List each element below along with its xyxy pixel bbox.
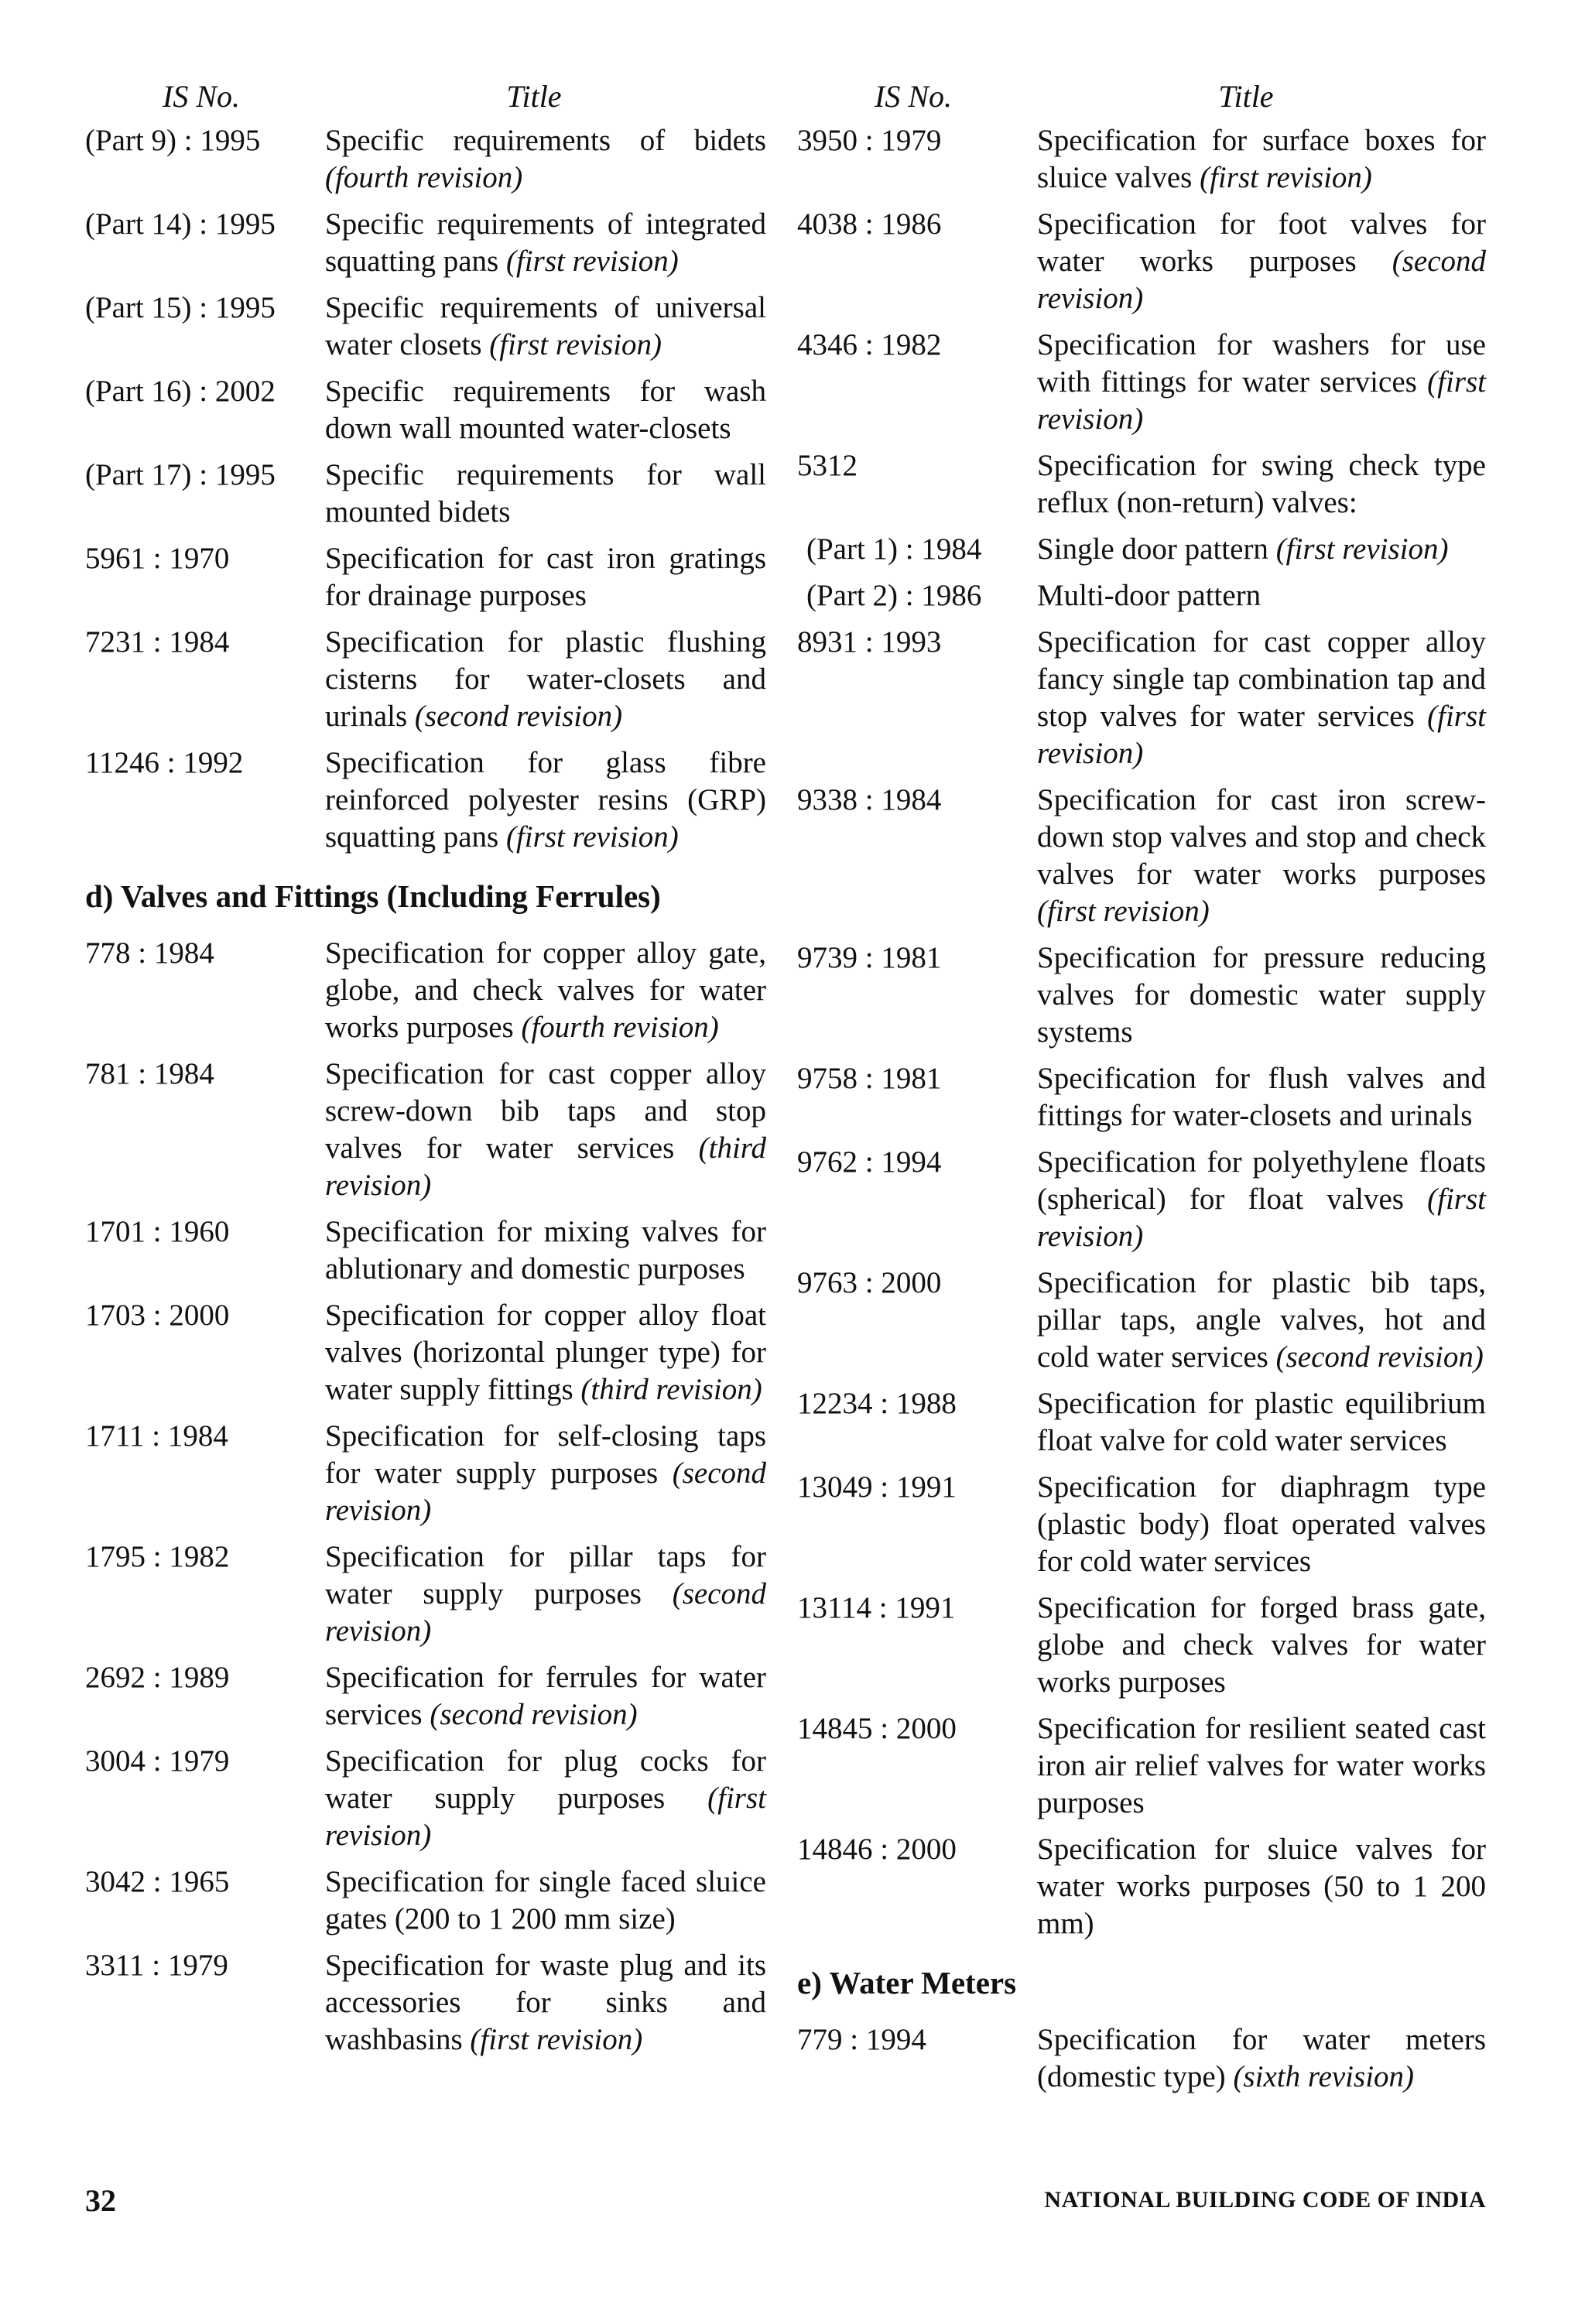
- standard-entry: [85, 1947, 766, 2059]
- standard-entry: [85, 1418, 766, 1529]
- standard-title-text: Specification for plastic flushing cisterns for water-closets and urinals: [325, 625, 766, 733]
- standard-entry: [797, 624, 1486, 772]
- revision-note: (second revision): [1275, 1340, 1484, 1374]
- standard-number: 3042 : 1965: [85, 1865, 230, 1898]
- standard-number: 1711 : 1984: [85, 1419, 228, 1453]
- standard-number: 7231 : 1984: [85, 625, 230, 659]
- revision-note: (sixth revision): [1233, 2060, 1415, 2093]
- standard-title: [325, 1297, 766, 1408]
- standard-title: [1037, 1469, 1486, 1580]
- standard-entry: [85, 1743, 766, 1854]
- standard-title: [1037, 122, 1486, 197]
- standard-title-text: Specification for forged brass gate, globe and check valves for water works purposes: [1037, 1591, 1486, 1699]
- is-no-heading: IS No.: [163, 79, 240, 114]
- revision-note: (first revision): [325, 1782, 766, 1852]
- section-heading-water-meters: e) Water Meters: [797, 1965, 1017, 2001]
- standard-title: [1037, 1265, 1486, 1376]
- standard-title-text: Specification for pressure reducing valves for domestic water supply systems: [1037, 941, 1486, 1049]
- standard-number: (Part 16) : 2002: [85, 375, 276, 408]
- standards-list: [797, 2021, 1486, 2096]
- standard-title: [325, 1743, 766, 1854]
- standard-title: [1037, 1590, 1486, 1701]
- standard-title: [1037, 940, 1486, 1051]
- standard-title: [1037, 1710, 1486, 1822]
- revision-note: (fourth revision): [325, 161, 523, 194]
- standard-number: 5961 : 1970: [85, 542, 230, 575]
- standard-title-text: Specification for foot valves for water works purposes: [1037, 207, 1486, 278]
- page-number: 32: [85, 2183, 116, 2218]
- is-no-heading: IS No.: [875, 79, 952, 114]
- revision-note: (first revision): [505, 245, 679, 278]
- standard-title-text: Specification for washers for use with fittings for water services: [1037, 328, 1486, 399]
- standard-title-text: Specific requirements of bidets: [325, 124, 766, 157]
- standard-title: [325, 540, 766, 614]
- standard-number: 9762 : 1994: [797, 1145, 942, 1179]
- standard-title-text: Specification for water meters (domestic type): [1037, 2023, 1486, 2093]
- standard-entry: [797, 1265, 1486, 1376]
- standard-title: [325, 935, 766, 1046]
- standard-title: [325, 1538, 766, 1650]
- standard-entry: [85, 1213, 766, 1288]
- standard-number: 11246 : 1992: [85, 746, 244, 779]
- standard-title: [325, 206, 766, 280]
- standard-title-text: Specification for polyethylene floats (spherical) for float valves: [1037, 1145, 1486, 1216]
- standard-title-text: Specification for single faced sluice gates (200 to 1 200 mm size): [325, 1865, 766, 1936]
- standard-title-text: Specification for cast copper alloy fancy single tap combination tap and stop valves for water services: [1037, 625, 1486, 733]
- standard-entry: [797, 1590, 1486, 1701]
- standard-number: 5312: [797, 449, 858, 482]
- standard-title-text: Specification for sluice valves for water works purposes (50 to 1 200 mm): [1037, 1833, 1486, 1940]
- standard-number: (Part 9) : 1995: [85, 124, 261, 157]
- standard-number: 3950 : 1979: [797, 124, 942, 157]
- standard-title-text: Specification for pillar taps for water supply purposes: [325, 1540, 766, 1610]
- standard-title-text: Specific requirements for wall mounted bidets: [325, 458, 766, 529]
- standard-title: [325, 1056, 766, 1204]
- standard-number: 4346 : 1982: [797, 328, 942, 361]
- standard-number: 8931 : 1993: [797, 625, 942, 659]
- standard-entry: [85, 1538, 766, 1650]
- standard-title: [325, 457, 766, 531]
- standards-list: [85, 935, 766, 2059]
- standard-title: [1037, 2021, 1486, 2096]
- standard-title: [325, 744, 766, 856]
- standard-title-text: Specification for diaphragm type (plastic body) float operated valves for cold water services: [1037, 1470, 1486, 1578]
- page-footer: [85, 2182, 1486, 2221]
- standard-number: (Part 1) : 1984: [806, 532, 982, 566]
- standard-number: 1795 : 1982: [85, 1540, 230, 1573]
- revision-note: (first revision): [1037, 365, 1487, 436]
- standards-list: [85, 122, 766, 856]
- standard-title: [1037, 447, 1486, 522]
- standard-title: [325, 1418, 766, 1529]
- standard-number: 4038 : 1986: [797, 207, 942, 241]
- revision-note: (first revision): [1200, 161, 1372, 194]
- standard-title: [1037, 577, 1486, 614]
- revision-note: (first revision): [1275, 532, 1449, 566]
- standard-title: [1037, 1144, 1486, 1255]
- standard-title-text: Specification for plastic bib taps, pillar taps, angle valves, hot and cold water services: [1037, 1266, 1486, 1374]
- standard-number: (Part 17) : 1995: [85, 458, 276, 491]
- standard-title-text: Specific requirements of integrated squatting pans: [325, 207, 766, 278]
- standard-title: [325, 373, 766, 447]
- title-heading: Title: [506, 79, 562, 114]
- standard-entry: [85, 1864, 766, 1938]
- standard-title: [1037, 1060, 1486, 1135]
- standard-entry: [85, 1659, 766, 1734]
- standard-entry: [85, 624, 766, 735]
- standard-entry: [797, 327, 1486, 438]
- standards-list: [797, 122, 1486, 1942]
- standard-number: 12234 : 1988: [797, 1387, 957, 1420]
- standard-title: [1037, 206, 1486, 317]
- standard-entry: [797, 1060, 1486, 1135]
- standard-title: [325, 1659, 766, 1734]
- standard-title: [325, 1864, 766, 1938]
- standard-entry: [85, 1297, 766, 1408]
- standard-title: [325, 1947, 766, 2059]
- standard-entry: [85, 744, 766, 856]
- standard-number: (Part 2) : 1986: [806, 579, 982, 612]
- standard-entry: [797, 940, 1486, 1051]
- revision-note: (fourth revision): [521, 1011, 719, 1044]
- standard-title-text: Specification for cast iron gratings for drainage purposes: [325, 542, 766, 612]
- standard-entry: [797, 122, 1486, 197]
- revision-note: (third revision): [580, 1373, 762, 1406]
- standard-title-text: Single door pattern: [1037, 532, 1268, 566]
- standard-number: 1703 : 2000: [85, 1299, 230, 1332]
- standard-title: [1037, 1385, 1486, 1460]
- revision-note: (first revision): [1037, 895, 1210, 928]
- standard-title-text: Specification for mixing valves for ablutionary and domestic purposes: [325, 1215, 766, 1285]
- standard-entry: [85, 935, 766, 1046]
- standard-title: [325, 122, 766, 197]
- column-header: [797, 77, 1486, 116]
- standard-title-text: Specification for ferrules for water services: [325, 1661, 766, 1731]
- standard-title: [325, 1213, 766, 1288]
- standard-number: (Part 14) : 1995: [85, 207, 276, 241]
- standard-title-text: Specification for cast copper alloy screw-down bib taps and stop valves for water services: [325, 1057, 766, 1165]
- standard-title: [325, 289, 766, 364]
- standard-title-text: Specification for self-closing taps for water supply purposes: [325, 1419, 766, 1490]
- standard-title-text: Specific requirements for wash down wall mounted water-closets: [325, 375, 766, 445]
- standard-title-text: Specification for copper alloy float valves (horizontal plunger type) for water supply fittings: [325, 1299, 766, 1406]
- revision-note: (first revision): [505, 820, 679, 854]
- revision-note: (second revision): [1037, 245, 1487, 315]
- standard-entry: [797, 2021, 1486, 2096]
- standard-number: 14846 : 2000: [797, 1833, 957, 1866]
- standard-number: 3004 : 1979: [85, 1744, 230, 1778]
- standard-entry: [85, 540, 766, 614]
- standard-title: [1037, 1831, 1486, 1942]
- standard-entry: [85, 289, 766, 364]
- standard-entry: [797, 1831, 1486, 1942]
- standard-title: [1037, 327, 1486, 438]
- right-column: [797, 77, 1486, 2105]
- standard-number: 781 : 1984: [85, 1057, 214, 1090]
- standard-entry: [797, 447, 1486, 522]
- standard-entry: [85, 457, 766, 531]
- left-column: [85, 77, 766, 2068]
- revision-note: (first revision): [489, 328, 662, 361]
- standard-title-text: Specific requirements of universal water closets: [325, 291, 766, 361]
- standard-entry: [797, 1385, 1486, 1460]
- standard-entry: [85, 373, 766, 447]
- standard-entry: [85, 1056, 766, 1204]
- standard-number: 14845 : 2000: [797, 1712, 957, 1745]
- standard-number: 1701 : 1960: [85, 1215, 230, 1248]
- standard-entry: [797, 1469, 1486, 1580]
- standard-title-text: Specification for flush valves and fittings for water-closets and urinals: [1037, 1062, 1486, 1132]
- standard-entry: [797, 782, 1486, 930]
- standard-title-text: Specification for plastic equilibrium float valve for cold water services: [1037, 1387, 1486, 1457]
- standard-entry: [797, 531, 1486, 568]
- title-heading: Title: [1218, 79, 1274, 114]
- standard-title-text: Specification for cast iron screw-down stop valves and stop and check valves for water works purposes: [1037, 783, 1486, 891]
- standard-number: 13114 : 1991: [797, 1591, 956, 1624]
- revision-note: (second revision): [325, 1577, 766, 1648]
- standard-title-text: Specification for surface boxes for sluice valves: [1037, 124, 1486, 194]
- revision-note: (third revision): [325, 1131, 767, 1202]
- column-header: [85, 77, 766, 116]
- standard-number: (Part 15) : 1995: [85, 291, 276, 324]
- standard-number: 2692 : 1989: [85, 1661, 230, 1694]
- running-footer-title: NATIONAL BUILDING CODE OF INDIA: [1044, 2187, 1486, 2213]
- standard-entry: [85, 122, 766, 197]
- standard-title-text: Specification for resilient seated cast iron air relief valves for water works purposes: [1037, 1712, 1486, 1819]
- standard-entry: [797, 206, 1486, 317]
- revision-note: (first revision): [1037, 1183, 1486, 1253]
- standard-number: 9739 : 1981: [797, 941, 942, 974]
- revision-note: (second revision): [430, 1698, 638, 1731]
- standard-number: 779 : 1994: [797, 2023, 926, 2056]
- revision-note: (first revision): [470, 2023, 643, 2056]
- standard-title-text: Specification for swing check type reflux (non-return) valves:: [1037, 449, 1486, 519]
- revision-note: (second revision): [414, 700, 623, 733]
- section-heading-valves: d) Valves and Fittings (Including Ferrules): [85, 878, 661, 914]
- standard-title: [1037, 624, 1486, 772]
- standard-title-text: Specification for waste plug and its accessories for sinks and washbasins: [325, 1949, 766, 2056]
- standard-title-text: Specification for plug cocks for water supply purposes: [325, 1744, 766, 1815]
- standard-number: 13049 : 1991: [797, 1470, 957, 1504]
- standard-title-text: Multi-door pattern: [1037, 579, 1261, 612]
- standard-number: 778 : 1984: [85, 936, 214, 970]
- standard-number: 9338 : 1984: [797, 783, 942, 816]
- standard-number: 3311 : 1979: [85, 1949, 228, 1982]
- standard-title-text: Specification for copper alloy gate, globe, and check valves for water works purposes: [325, 936, 766, 1044]
- standard-entry: [797, 1710, 1486, 1822]
- standard-entry: [85, 206, 766, 280]
- revision-note: (second revision): [325, 1456, 767, 1527]
- standard-title: [1037, 782, 1486, 930]
- standard-title: [1037, 531, 1486, 568]
- standard-entry: [797, 1144, 1486, 1255]
- standard-title: [325, 624, 766, 735]
- standard-entry: [797, 577, 1486, 614]
- standard-number: 9758 : 1981: [797, 1062, 942, 1095]
- revision-note: (first revision): [1037, 700, 1486, 770]
- standard-number: 9763 : 2000: [797, 1266, 942, 1299]
- standard-title-text: Specification for glass fibre reinforced polyester resins (GRP) squatting pans: [325, 746, 766, 854]
